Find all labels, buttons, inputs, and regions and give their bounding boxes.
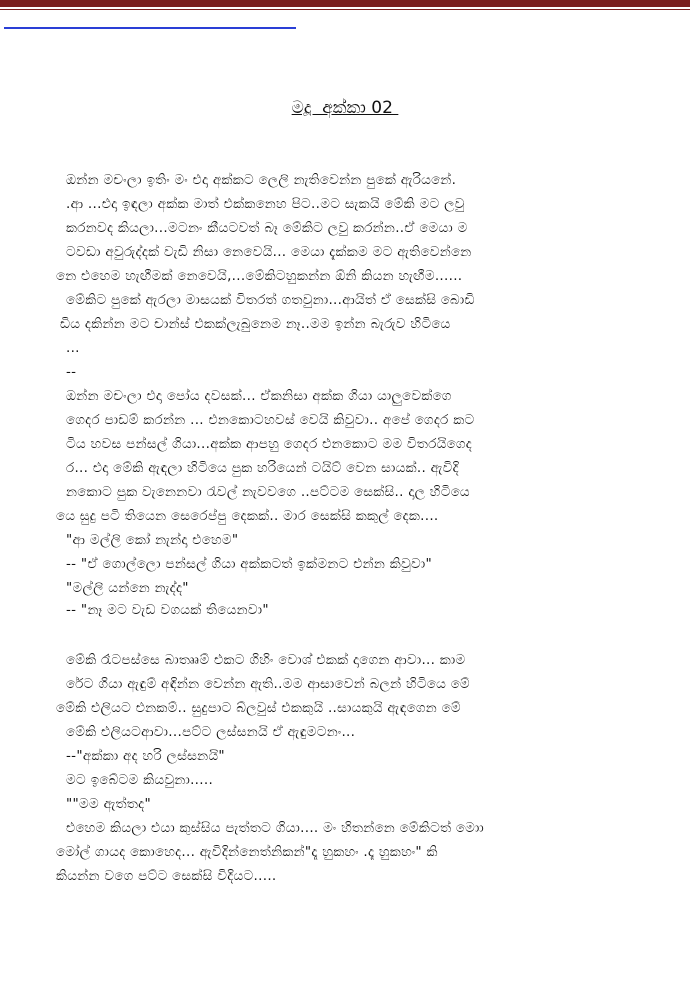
body-line: "ආ මල්ලි කෝ නැන්දා එහෙම" [66,532,239,548]
body-line: ගෙදර පාඩම් කරන්න ... එනකොටහවස් වෙයි කිවුවා.. අපේ ගෙදර කට [66,412,475,428]
body-line: --"අක්කා අද හරි ලස්සනයි" [66,748,225,764]
body-line: ඔන්න මචංලා ඉතිං මං එදා අක්කට ලෙලි නැතිවෙන්න පුකේ ඇරියනේ. [66,172,457,188]
body-line: මේකිට පුකේ ඇරලා මාසයක් විතරත් ගතවුනා...ආයිත් ඒ සෙක්සි බොඩි [66,292,475,308]
body-line: නකොට පුක වැනෙනවා රැවල් නැවවගෙ ..පට්ටම සෙක්සි.. දාල හිටියෙ [66,484,470,500]
body-line: ඔන්න මචංලා එදා පෝය දවසක්... ඒකනිසා අක්ක ගියා යාලුවෙක්ගෙ [66,388,452,404]
body-line: -- "ඒ ගොල්ලො පන්සල් ගියා අක්කටත් ඉක්මනට එන්න කිවුවා" [66,556,432,572]
body-line: ""මම ඇත්තද" [66,796,151,812]
body-line: නෙ එහෙම හැඟීමක් නෙවෙයි,...මේකිටහුකන්න ඕනි කියන හැඟීම...... [56,268,463,284]
body-line: ... [66,340,80,356]
body-line: -- [66,364,77,380]
header-link-underline[interactable] [4,27,296,29]
page-header-rule [0,9,690,10]
body-line: එහෙම කියලා එයා කුස්සිය පැත්තට ගියා.... මං හිතන්නෙ මේකිටත් මොා [66,820,485,836]
body-line: යෙ සුදු පටි තියෙන සෙරෙප්පු දෙකක්.. මාර සෙක්සි කකුල් දෙක.... [56,508,439,524]
story-title: මදූ අක්කා 02 [291,98,399,118]
body-line: -- "නෑ මට වැඩ වගයක් තියෙනවා" [66,602,269,618]
body-line: මට ඉබේටම කියවුනා..... [66,772,214,788]
body-line: .ආ ...එදා ඉඳලා අක්ක මාත් එක්කනෙහ පිට..මට සැකයි මේකි මට ලවු [66,196,465,212]
body-line: ටවඩා අවුරුද්දක් වැඩි නිසා නෙවෙයි... මෙයා දැක්කම මට ඇතිවෙන්නෙ [66,244,472,260]
body-line: "මල්ලි යන්නෙ නැද්ද" [66,580,189,596]
body-line: කරනවද කියලා...මටනං කීයටවත් බෑ මේකිට ලවු කරන්න..ඒ මෙයා ම [66,220,468,236]
body-line: ඩිය දකින්න මට චාන්ස් එකක්ලැබුනෙම නෑ..මම ඉන්න බැරුව හිටියෙ [60,316,451,332]
body-line: රේට ගියා ඇඳුම් අඳින්න වෙන්න ඇති..මම ආසාවෙන් බලන් හිටියෙ මේ [66,676,470,692]
body-line: මේකි එලියටආවා...පට්ට ලස්සනයි ඒ ඇඳුමටනං... [66,724,356,740]
body-line: මේකි එලියට එනකම්.. සුදුපාට බ්ලවුස් එකකුයි ..සායකුයි ඇඳගෙන මේ [56,700,461,716]
body-line: ටිය හවස පන්සල් ගියා...අක්ක ආපහු ගෙදර එනකොට මම විතරයිගෙද [66,436,473,452]
body-line: මේකි රෑටපස්සෙ බාත්‍රූම් එකට ගිහිං වොශ් එකක් දාගෙන ආවා... කාම [66,652,466,668]
body-line: කියන්න වගෙ පට්ට සෙක්සි විදියට..... [56,868,277,884]
body-line: ර... එදා මේකි ඇඳලා හිටියෙ පුක හරියෙන් ටයිට් වෙන සායක්.. ඇවිදි [66,460,459,476]
body-line: මෝල් ගායද කොහෙද... ඇවිදින්නෙත්නිකන්"දෑ හුකහං .දෑ හුකහං" කි [56,844,438,860]
page-header-bar [0,0,690,7]
